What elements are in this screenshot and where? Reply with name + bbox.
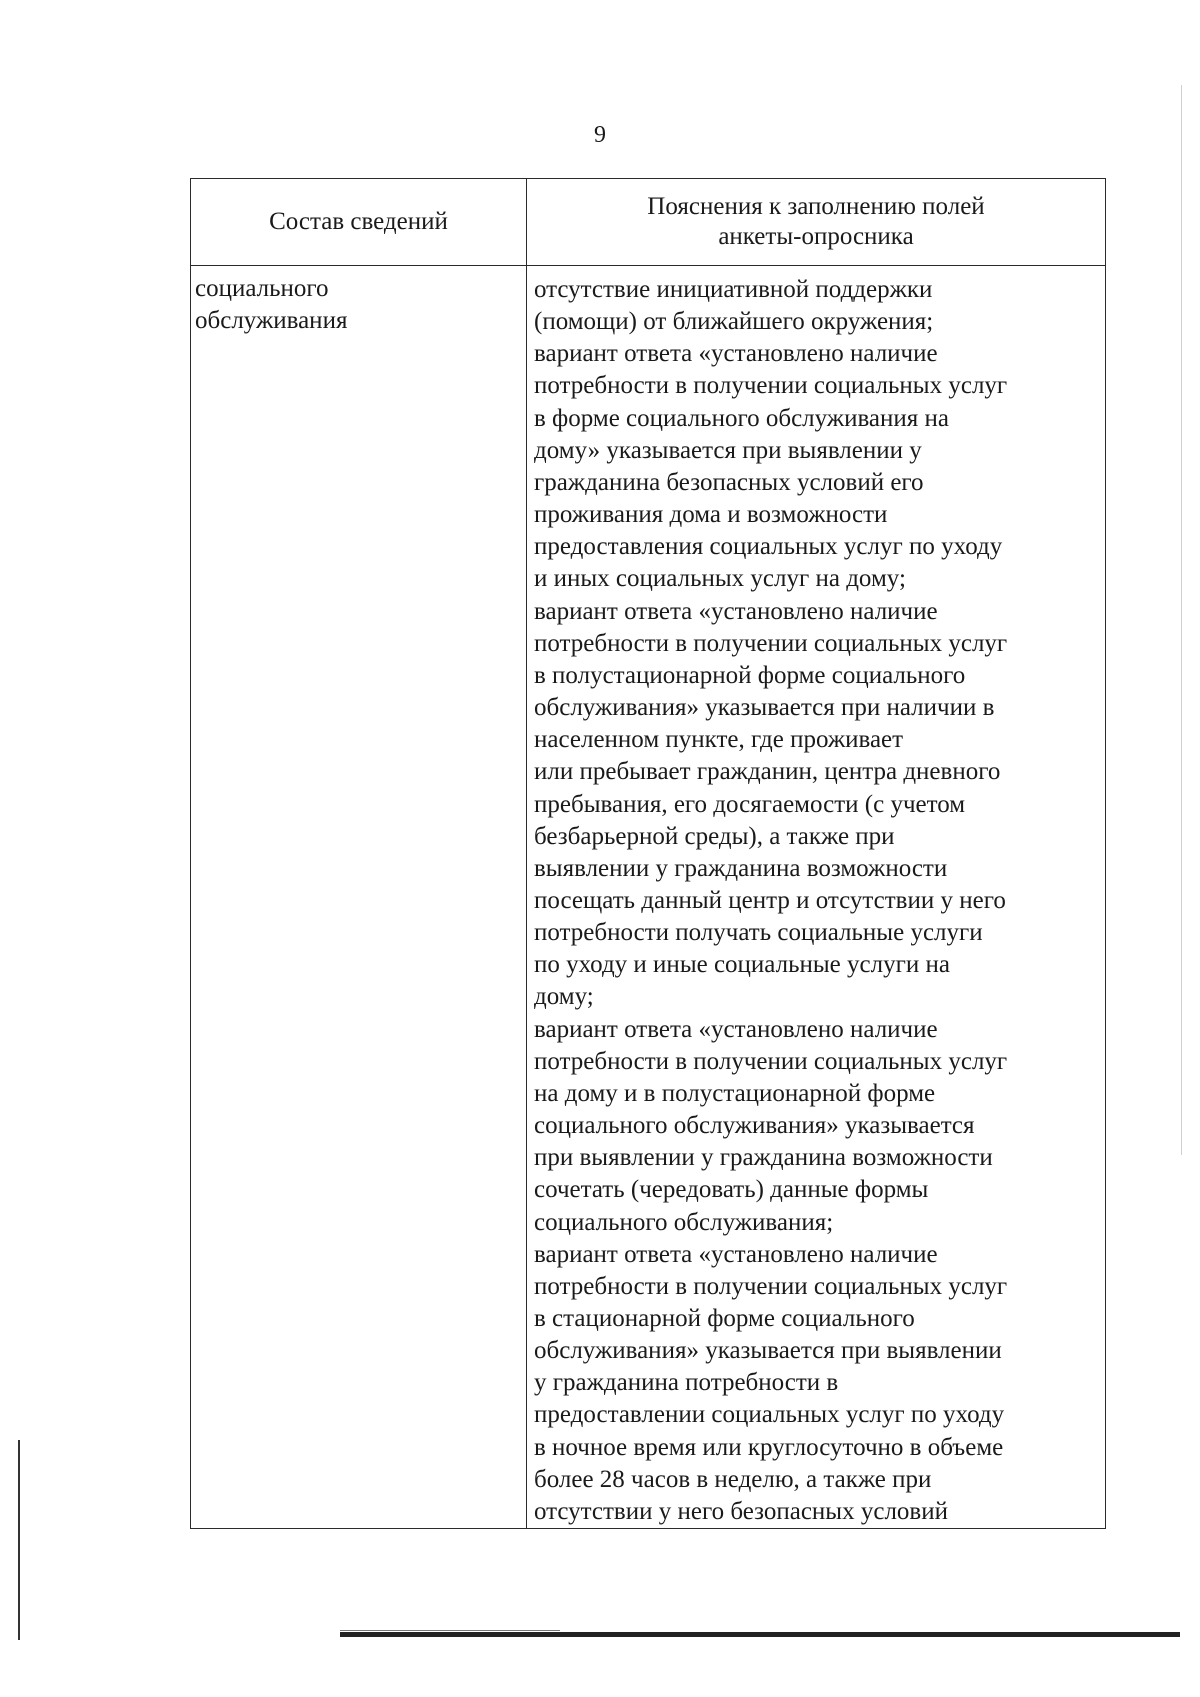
explanation-line: посещать данный центр и отсутствии у него (534, 886, 1006, 914)
table-header-row (191, 179, 1106, 266)
explanation-line: социального обслуживания; (534, 1208, 834, 1236)
explanation-line: более 28 часов в неделю, а также при (534, 1465, 932, 1493)
explanation-line: социального обслуживания» указывается (534, 1112, 975, 1140)
document-table (190, 178, 1106, 1529)
explanation-line: (помощи) от ближайшего окружения; (534, 308, 934, 336)
composition-line: социального (195, 275, 329, 302)
explanation-line: выявлении у гражданина возможности (534, 854, 948, 882)
explanation-line: предоставлении социальных услуг по уходу (534, 1401, 1005, 1429)
explanation-line: в форме социального обслуживания на (534, 404, 950, 432)
explanation-line: по уходу и иные социальные услуги на (534, 951, 950, 979)
explanation-line: отсутствии у него безопасных условий (534, 1497, 948, 1525)
header-composition (191, 179, 527, 266)
composition-line: обслуживания (195, 307, 348, 334)
header-composition-label: Состав сведений (269, 208, 448, 235)
explanation-line: при выявлении у гражданина возможности (534, 1144, 993, 1172)
explanation-line: у гражданина потребности в (534, 1369, 839, 1397)
explanation-cell (527, 266, 1106, 1529)
explanation-line: дому» указывается при выявлении у (534, 436, 922, 464)
scan-edge-mark (340, 1630, 560, 1631)
explanation-line: потребности в получении социальных услуг (534, 372, 1008, 400)
explanation-line: обслуживания» указывается при выявлении (534, 1337, 1002, 1365)
explanation-line: или пребывает гражданин, центра дневного (534, 758, 1001, 786)
scan-edge-mark (18, 1440, 20, 1640)
composition-cell (191, 266, 527, 1529)
explanation-line: потребности в получении социальных услуг (534, 629, 1008, 657)
header-explanations-line: анкеты-опросника (718, 223, 914, 250)
header-explanations (527, 179, 1106, 266)
explanation-line: проживания дома и возможности (534, 501, 888, 529)
explanation-line: в ночное время или круглосуточно в объеме (534, 1433, 1004, 1461)
page-number: 9 (594, 122, 606, 148)
header-explanations-line: Пояснения к заполнению полей (647, 193, 985, 220)
explanation-line: вариант ответа «установлено наличие (534, 1015, 938, 1043)
explanation-line: вариант ответа «установлено наличие (534, 597, 938, 625)
explanation-line: населенном пункте, где проживает (534, 726, 904, 754)
scan-edge-mark (1181, 85, 1182, 1155)
scan-edge-mark (340, 1632, 1180, 1637)
explanation-line: вариант ответа «установлено наличие (534, 1240, 938, 1268)
explanation-line: сочетать (чередовать) данные формы (534, 1176, 929, 1204)
explanation-line: в стационарной форме социального (534, 1305, 915, 1332)
table-row (191, 266, 1106, 1529)
explanation-line: обслуживания» указывается при наличии в (534, 694, 995, 722)
explanation-line: и иных социальных услуг на дому; (534, 565, 906, 593)
explanation-line: безбарьерной среды), а также при (534, 822, 895, 850)
explanation-line: вариант ответа «установлено наличие (534, 340, 938, 368)
explanation-line: дому; (534, 983, 594, 1011)
explanation-line: предоставления социальных услуг по уходу (534, 533, 1003, 561)
explanation-line: потребности получать социальные услуги (534, 919, 983, 947)
explanation-line: отсутствие инициативной поддержки (534, 276, 933, 303)
explanation-line: гражданина безопасных условий его (534, 468, 924, 496)
explanation-line: на дому и в полустационарной форме (534, 1079, 936, 1107)
explanation-line: потребности в получении социальных услуг (534, 1272, 1008, 1300)
explanation-line: потребности в получении социальных услуг (534, 1047, 1008, 1075)
explanation-line: в полустационарной форме социального (534, 661, 966, 689)
explanation-line: пребывания, его досягаемости (с учетом (534, 790, 966, 818)
